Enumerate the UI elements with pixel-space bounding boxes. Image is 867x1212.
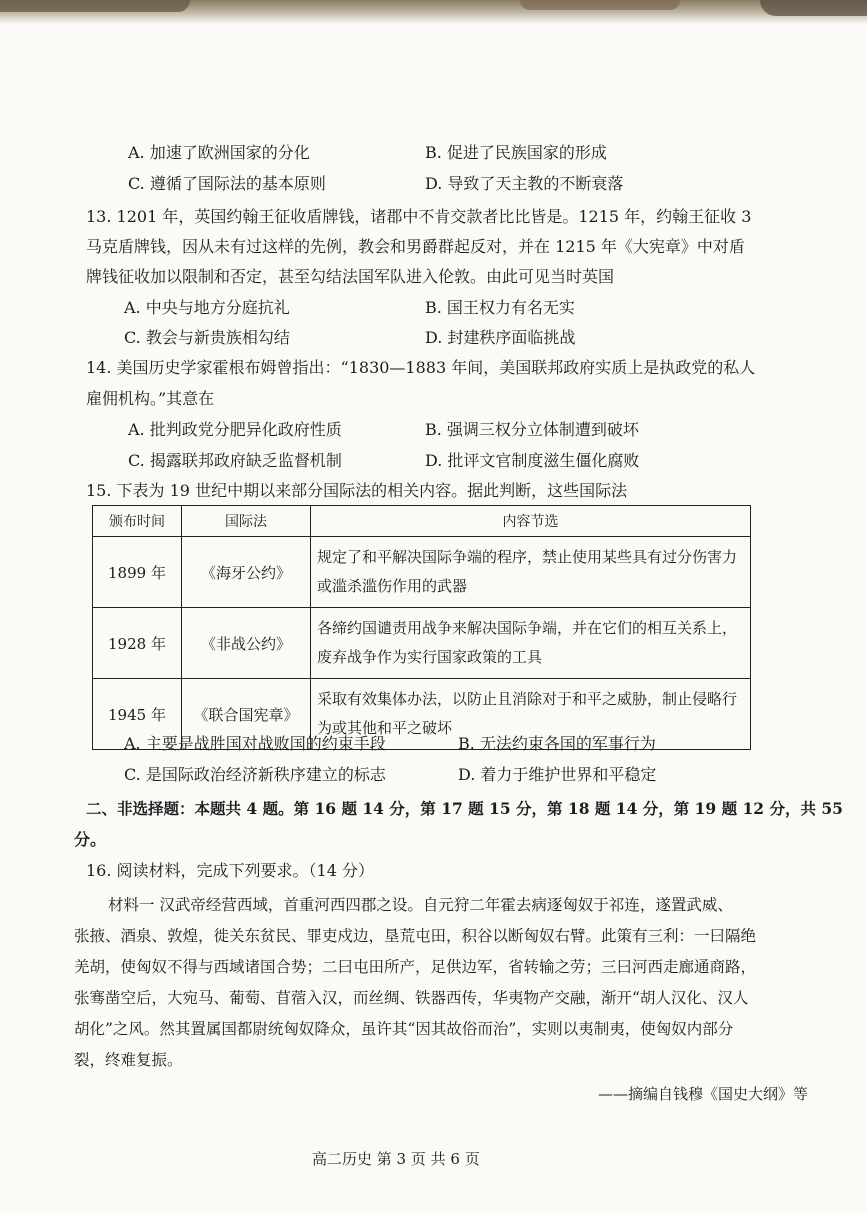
material1-line6: 裂，终难复振。 — [74, 1051, 183, 1069]
q13-option-b: B. 国王权力有名无实 — [425, 298, 575, 317]
scan-top-edge — [0, 0, 867, 24]
q16-stem: 16. 阅读材料，完成下列要求。（14 分） — [86, 861, 374, 880]
row-year: 1899 年 — [93, 537, 182, 608]
table-row — [93, 608, 751, 679]
material1-source: ——摘编自钱穆《国史大纲》等 — [598, 1085, 809, 1103]
table-header-row — [93, 506, 751, 537]
q15-option-c: C. 是国际政治经济新秩序建立的标志 — [124, 765, 386, 784]
row-content: 规定了和平解决国际争端的程序，禁止使用某些具有过分伤害力或滥杀滥伤作用的武器 — [311, 537, 751, 608]
q15-option-d: D. 着力于维护世界和平稳定 — [458, 765, 657, 784]
q12-option-d: D. 导致了天主教的不断衰落 — [425, 174, 624, 193]
q15-option-a: A. 主要是战胜国对战败国的约束手段 — [124, 734, 386, 753]
row-content: 采取有效集体办法，以防止且消除对于和平之威胁，制止侵略行为或其他和平之破坏 — [311, 679, 751, 750]
row-law: 《非战公约》 — [182, 608, 311, 679]
row-year: 1928 年 — [93, 608, 182, 679]
q14-stem-line2: 雇佣机构。”其意在 — [86, 389, 215, 408]
q13-stem-line3: 牌钱征收加以限制和否定，甚至勾结法国军队进入伦敦。由此可见当时英国 — [86, 267, 615, 286]
q13-option-d: D. 封建秩序面临挑战 — [425, 328, 576, 347]
international-law-table — [92, 505, 751, 750]
q12-option-b: B. 促进了民族国家的形成 — [425, 143, 607, 162]
row-law: 《联合国宪章》 — [182, 679, 311, 750]
q14-option-c: C. 揭露联邦政府缺乏监督机制 — [128, 451, 342, 470]
material1-line2: 张掖、酒泉、敦煌，徙关东贫民、罪吏戍边，垦荒屯田，积谷以断匈奴右臂。此策有三利：一曰隔绝 — [74, 927, 757, 945]
q15-option-b: B. 无法约束各国的军事行为 — [458, 734, 656, 753]
material1-line1: 材料一 汉武帝经营西域，首重河西四郡之设。自元狩二年霍去病逐匈奴于祁连，遂置武威、 — [108, 896, 733, 914]
header-year: 颁布时间 — [93, 506, 182, 537]
row-law: 《海牙公约》 — [182, 537, 311, 608]
header-law: 国际法 — [182, 506, 311, 537]
material1-line5: 胡化”之风。然其置属国都尉统匈奴降众，虽许其“因其故俗而治”，实则以夷制夷，使匈奴内部分 — [74, 1020, 734, 1038]
page-footer: 高二历史 第 3 页 共 6 页 — [312, 1150, 480, 1168]
material1-line3: 羌胡，使匈奴不得与西域诸国合势；二曰屯田所产，足供边军，省转输之劳；三曰河西走廊通商路， — [74, 958, 757, 976]
q14-option-d: D. 批评文官制度滋生僵化腐败 — [425, 451, 640, 470]
q15-stem: 15. 下表为 19 世纪中期以来部分国际法的相关内容。据此判断，这些国际法 — [86, 481, 628, 500]
q14-stem-line1: 14. 美国历史学家霍根布姆曾指出：“1830—1883 年间，美国联邦政府实质上是执政党的私人 — [86, 358, 756, 377]
q13-stem-line2: 马克盾牌钱，因从未有过这样的先例，教会和男爵群起反对，并在 1215 年《大宪章》中对盾 — [86, 237, 745, 256]
q13-option-a: A. 中央与地方分庭抗礼 — [124, 298, 290, 317]
section2-heading-line2: 分。 — [74, 830, 107, 849]
header-content: 内容节选 — [311, 506, 751, 537]
q12-option-a: A. 加速了欧洲国家的分化 — [128, 143, 310, 162]
row-content: 各缔约国谴责用战争来解决国际争端，并在它们的相互关系上，废弃战争作为实行国家政策的工具 — [311, 608, 751, 679]
row-year: 1945 年 — [93, 679, 182, 750]
q13-stem-line1: 13. 1201 年，英国约翰王征收盾牌钱，诸郡中不肯交款者比比皆是。1215 年，约翰王征收 3 — [86, 207, 752, 226]
q14-option-b: B. 强调三权分立体制遭到破坏 — [425, 420, 639, 439]
q13-option-c: C. 教会与新贵族相勾结 — [124, 328, 290, 347]
q14-option-a: A. 批判政党分肥异化政府性质 — [128, 420, 342, 439]
table-row — [93, 537, 751, 608]
q12-option-c: C. 遵循了国际法的基本原则 — [128, 174, 326, 193]
material1-line4: 张骞凿空后，大宛马、葡萄、苜蓿入汉，而丝绸、铁器西传，华夷物产交融，渐开“胡人汉化、汉人 — [74, 989, 749, 1007]
section2-heading-line1: 二、非选择题：本题共 4 题。第 16 题 14 分，第 17 题 15 分，第 18 题 14 分，第 19 题 12 分，共 55 — [86, 799, 843, 818]
